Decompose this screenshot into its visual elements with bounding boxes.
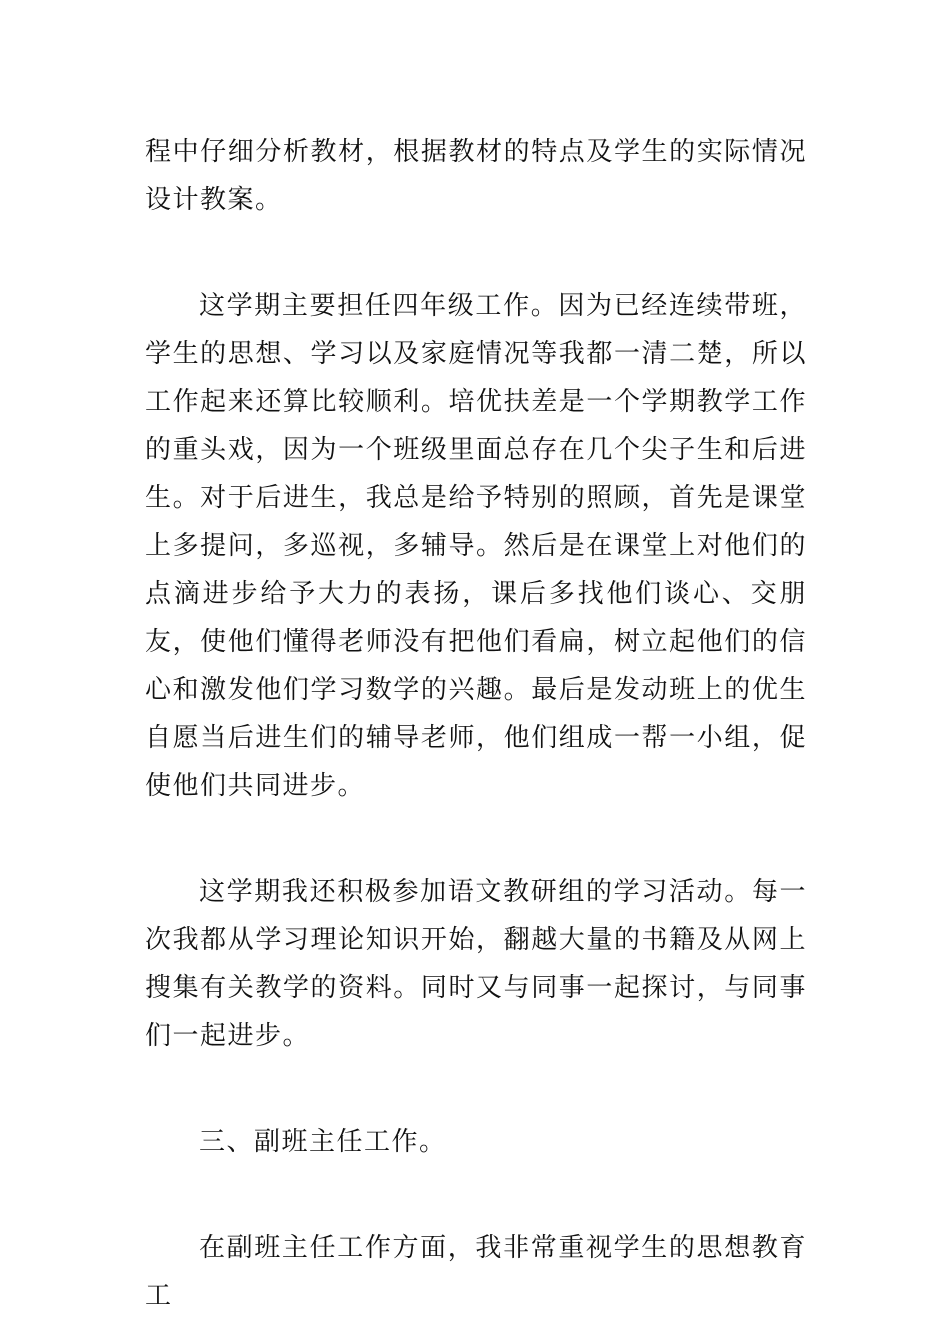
document-body — [145, 128, 807, 1320]
paragraph-assistant-head-teacher: 在副班主任工作方面，我非常重视学生的思想教育工 — [145, 1233, 807, 1311]
paragraph-continuation: 程中仔细分析教材，根据教材的特点及学生的实际情况设计教案。 — [145, 137, 807, 215]
paragraph-teaching-work: 这学期主要担任四年级工作。因为已经连续带班，学生的思想、学习以及家庭情况等我都一清二楚，所以工作起来还算比较顺利。培优扶差是一个学期教学工作的重头戏，因为一个班级里面总存在几个尖子生和后进生。对于后进生，我总是给予特别的照顾，首先是课堂上多提问，多巡视，多辅导。然后是在课堂上对他们的点滴进步给予大力的表扬，课后多找他们谈心、交朋友，使他们懂得老师没有把他们看扁，树立起他们的信心和激发他们学习数学的兴趣。最后是发动班上的优生自愿当后进生们的辅导老师，他们组成一帮一小组，促使他们共同进步。 — [145, 291, 807, 801]
section-heading-assistant-head-teacher: 三、副班主任工作。 — [199, 1127, 447, 1157]
paragraph-research-group: 这学期我还积极参加语文教研组的学习活动。每一次我都从学习理论知识开始，翻越大量的书籍及从网上搜集有关教学的资料。同时又与同事一起探讨，与同事们一起进步。 — [145, 877, 807, 1051]
